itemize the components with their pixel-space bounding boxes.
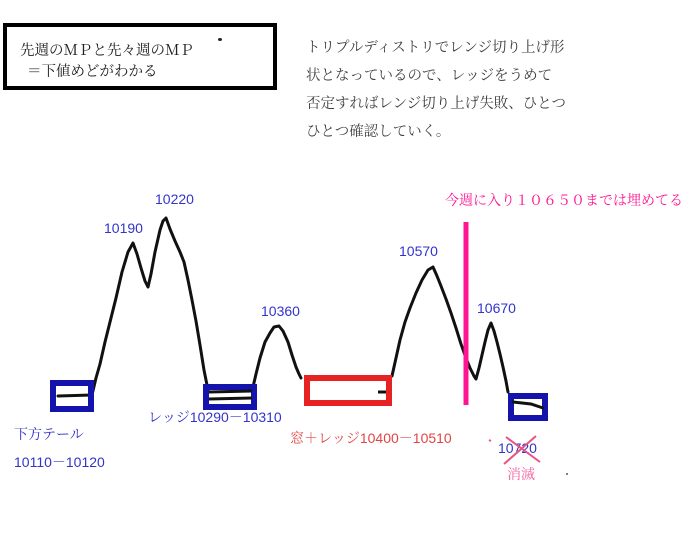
ledge-box-10290-inner-line-2	[209, 398, 252, 399]
vanished-label: 消滅	[507, 466, 535, 482]
price-curve-right-mountain	[392, 267, 508, 392]
mp-note-line1: 先週のＭＰと先々週のＭＰ	[20, 43, 194, 59]
peak-label-10360: 10360	[261, 303, 300, 319]
filled-to-10650-note: 今週に入り１０６５０までは埋めてる	[445, 192, 683, 208]
analysis-paragraph-line3: 否定すればレンジ切り上げ失敗、ひとつ	[306, 96, 566, 112]
mp-note-box	[3, 23, 277, 90]
vanished-price-label: 10720	[498, 440, 537, 456]
gap-ledge-box-10400	[307, 378, 389, 403]
analysis-paragraph-line2: 状となっているので、レッジをうめて	[306, 68, 553, 84]
lower-tail-label: 下方テール	[14, 426, 84, 442]
peak-label-10190: 10190	[104, 220, 143, 236]
peak-label-10670: 10670	[477, 300, 516, 316]
price-curve-left-mountain	[58, 218, 208, 396]
ledge-range-label: レッジ10290－10310	[148, 409, 282, 425]
gap-ledge-range-label: 窓＋レッジ10400－10510	[290, 430, 452, 446]
lower-tail-range-label: 10110－10120	[14, 454, 105, 470]
ledge-box-right-inner-line	[513, 402, 543, 408]
analysis-paragraph	[306, 34, 566, 146]
stray-dot-top	[218, 38, 222, 41]
ledge-box-10290-inner-line-1	[209, 391, 252, 392]
analysis-paragraph-line4: ひとつ確認していく。	[306, 124, 451, 140]
peak-label-10220: 10220	[155, 191, 194, 207]
peak-label-10570: 10570	[399, 243, 438, 259]
stray-dot-bottom	[566, 473, 568, 475]
mp-note-line2: ＝下値めどがわかる	[27, 64, 158, 80]
analysis-paragraph-line1: トリプルディストリでレンジ切り上げ形	[306, 40, 565, 56]
price-curve-middle-hill	[253, 326, 301, 387]
